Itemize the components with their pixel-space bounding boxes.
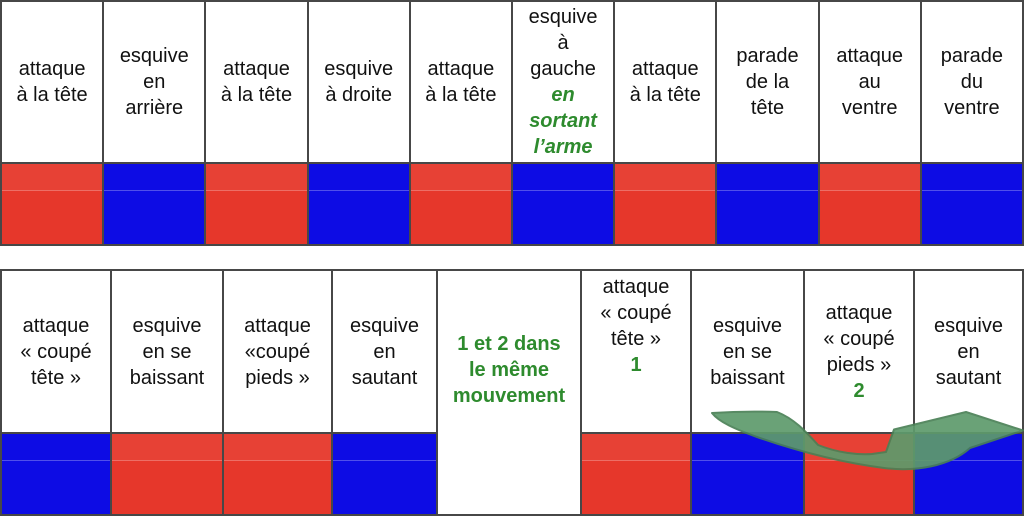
technique-label [2, 2, 102, 162]
label-line: pieds » [245, 366, 310, 389]
label-line: gauche [530, 58, 596, 80]
technique-label [582, 271, 690, 432]
label-line: attaque [22, 314, 90, 337]
label-line: le même [468, 359, 550, 381]
red-action-band [820, 162, 920, 244]
technique-cell [615, 2, 715, 244]
label-line: baissant [710, 366, 785, 389]
technique-label [104, 2, 204, 162]
label-line: en [551, 84, 575, 106]
label-line: « coupé [20, 340, 92, 363]
technique-label [2, 271, 110, 432]
technique-label [717, 2, 817, 162]
label-line: ventre [841, 97, 898, 119]
label-line: ventre [944, 97, 1000, 119]
label-line: mouvement [452, 385, 566, 407]
label-line: tête » [610, 328, 662, 350]
label-line: du [960, 71, 984, 93]
blue-action-band [333, 432, 436, 514]
label-line: sortant [529, 110, 597, 132]
label-line: parade [736, 45, 799, 67]
technique-label [615, 2, 715, 162]
technique-label [922, 2, 1022, 162]
label-line: 1 et 2 dans [457, 333, 561, 355]
technique-cell [2, 2, 102, 244]
label-line: en se [723, 340, 772, 363]
label-line: à la tête [629, 84, 701, 106]
technique-cell [717, 2, 817, 244]
label-line: esquive [934, 314, 1003, 337]
label-line: esquive [713, 314, 782, 337]
technique-label [309, 2, 409, 162]
technique-label [411, 2, 511, 162]
label-line: attaque [825, 301, 893, 324]
red-action-band [582, 432, 690, 514]
label-line: en [957, 340, 980, 363]
technique-cell [922, 2, 1022, 244]
label-line: esquive [132, 314, 202, 337]
label-line: au [858, 71, 881, 93]
technique-cell [333, 271, 436, 514]
label-line: 1 [630, 354, 642, 376]
label-line: baissant [129, 366, 205, 389]
label-line: à la tête [425, 84, 497, 106]
blue-action-band [2, 432, 110, 514]
label-line: à la tête [220, 84, 293, 106]
blue-action-band [309, 162, 409, 244]
technique-cell [112, 271, 222, 514]
label-line: « coupé [823, 327, 895, 350]
red-action-band [112, 432, 222, 514]
label-line: « coupé [600, 302, 672, 324]
label-line: sautant [935, 366, 1002, 389]
label-line: pieds » [826, 353, 892, 376]
label-line: attaque [836, 45, 904, 67]
label-line: arrière [125, 97, 184, 119]
label-line: en [143, 71, 166, 93]
label-line: à [557, 32, 569, 54]
label-line: attaque [427, 58, 495, 80]
label-line: esquive [350, 314, 419, 337]
label-line: l’arme [533, 136, 593, 158]
label-line: esquive [528, 6, 598, 28]
blue-action-band [513, 162, 613, 244]
red-action-band [2, 162, 102, 244]
label-line: en [373, 340, 396, 363]
label-line: tête » [30, 366, 82, 389]
label-line: attaque [602, 276, 670, 298]
label-line: de la [745, 71, 790, 93]
technique-cell [513, 2, 613, 244]
technique-cell [820, 2, 920, 244]
label-line: attaque [18, 58, 86, 80]
technique-cell [2, 271, 110, 514]
label-line: «coupé [244, 340, 311, 363]
technique-cell [104, 2, 204, 244]
technique-cell [582, 271, 690, 514]
red-action-band [615, 162, 715, 244]
label-line: à droite [325, 84, 393, 106]
label-line: attaque [631, 58, 699, 80]
technique-label [438, 271, 580, 514]
blue-action-band [922, 162, 1022, 244]
technique-cell [309, 2, 409, 244]
red-action-band [411, 162, 511, 244]
sequence-table-top [0, 0, 1024, 246]
label-line: tête [750, 97, 785, 119]
label-line: 2 [853, 379, 865, 402]
technique-cell [438, 271, 580, 514]
technique-label [333, 271, 436, 432]
label-line: esquive [324, 58, 394, 80]
sequence-flow-arrow-icon [680, 400, 1024, 518]
label-line: sautant [351, 366, 418, 389]
red-action-band [206, 162, 306, 244]
label-line: esquive [119, 45, 189, 67]
technique-cell [206, 2, 306, 244]
blue-action-band [717, 162, 817, 244]
label-line: attaque [244, 314, 311, 337]
technique-label [224, 271, 331, 432]
label-line: à la tête [16, 84, 88, 106]
label-line: parade [940, 45, 1004, 67]
label-line: attaque [223, 58, 290, 80]
label-line: en se [142, 340, 192, 363]
technique-label [112, 271, 222, 432]
red-action-band [224, 432, 331, 514]
technique-cell [411, 2, 511, 244]
technique-label [513, 2, 613, 162]
blue-action-band [104, 162, 204, 244]
technique-cell [224, 271, 331, 514]
technique-label [820, 2, 920, 162]
technique-label [206, 2, 306, 162]
